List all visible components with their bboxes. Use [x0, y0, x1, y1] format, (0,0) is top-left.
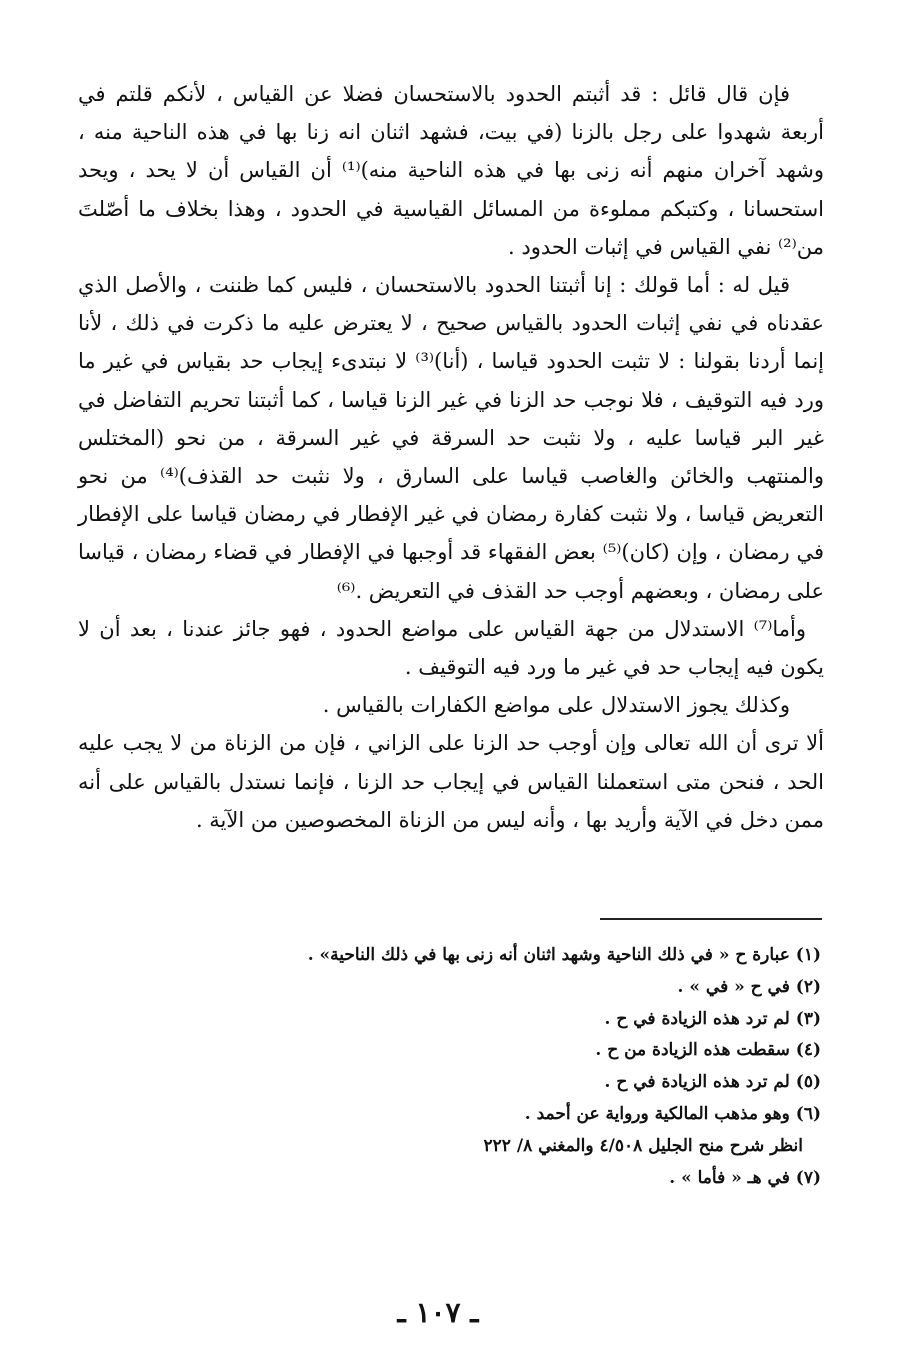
paragraph-reply: قيل له : أما قولك : إنا أثبتنا الحدود بالاستحسان ، فليس كما ظننت ، والأصل الذي عقدناه في نفي إثبات الحدود بالقياس صحيح ، لا يعترض عليه ما ذكرت في ذلك ، لأنا إنما أردنا بقولنا : لا تثبت الحدود قياسا ، (أنا)⁽³⁾ لا نبتدىء إيجاب حد بقياس في غير ما ورد فيه التوقيف ، فلا نوجب حد الزنا في غير الزنا قياسا ، كما أثبتنا تحريم التفاضل في غير البر قياسا عليه ، ولا نثبت حد السرقة في غير السرقة ، من نحو (المختلس والمنتهب والخائن والغاصب قياسا على السارق ، ولا نثبت حد القذف)⁽⁴⁾ من نحو التعريض قياسا ، ولا نثبت كفارة رمضان في غير الإفطار في رمضان قياسا على الإفطار في رمضان ، وإن (كان)⁽⁵⁾ بعض الفقهاء قد أوجبها في الإفطار في قضاء رمضان ، قياسا على رمضان ، وبعضهم أوجب حد القذف في التعريض .⁽⁶⁾ — [78, 273, 825, 603]
footnote-2: (٢) في ح « في » . — [677, 976, 821, 997]
paragraph-example: ألا ترى أن الله تعالى وإن أوجب حد الزنا على الزاني ، فإن من الزناة من لا يجب عليه الحد ، فنحن متى استعملنا القياس في إيجاب حد الزنا ، فإنما نستدل بالقياس على أنه ممن دخل في الآية وأريد بها ، وأنه ليس من الزناة المخصوصين من الآية . — [78, 731, 824, 832]
paragraph-expiations: وكذلك يجوز الاستدلال على مواضع الكفارات بالقياس . — [322, 693, 790, 718]
footnote-6: (٦) وهو مذهب المالكية ورواية عن أحمد . — [524, 1103, 821, 1124]
footnote-6-reference: انظر شرح منح الجليل ٤/٥٠٨ والمغني ٨/ ٢٢٢ — [483, 1135, 803, 1156]
footnote-4: (٤) سقطت هذه الزيادة من ح . — [595, 1040, 821, 1061]
paragraph-objection: فإن قال قائل : قد أثبتم الحدود بالاستحسان فضلا عن القياس ، لأنكم قلتم في أربعة شهدوا على رجل بالزنا (في بيت، فشهد اثنان انه زنا بها في هذه الناحية منه ، وشهد آخران منهم أنه زنى بها في هذه الناحية منه)⁽¹⁾ أن القياس أن لا يحد ، ويحد استحسانا ، وكتبكم مملوءة من المسائل القياسية في الحدود ، وهذا بخلاف ما أصّلتَ من⁽²⁾ نفي القياس في إثبات الحدود . — [78, 82, 824, 259]
footnote-3: (٣) لم ترد هذه الزيادة في ح . — [604, 1008, 821, 1029]
footnotes — [121, 940, 821, 1194]
page-body — [78, 75, 824, 839]
page-number: ـ ١٠٧ ـ — [397, 1296, 479, 1329]
footnote-7: (٧) في هـ « فأما » . — [669, 1167, 821, 1188]
footnote-5: (٥) لم ترد هذه الزيادة في ح . — [604, 1072, 821, 1093]
footnote-separator — [600, 918, 822, 920]
main-text — [78, 75, 824, 839]
paragraph-inference: وأما⁽⁷⁾ الاستدلال من جهة القياس على مواضع الحدود ، فهو جائز عندنا ، بعد أن لا يكون فيه إيجاب حد في غير ما ورد فيه التوقيف . — [78, 616, 824, 680]
footnote-1: (١) عبارة ح « في ذلك الناحية وشهد اثنان أنه زنى بها في ذلك الناحية» . — [307, 945, 821, 965]
